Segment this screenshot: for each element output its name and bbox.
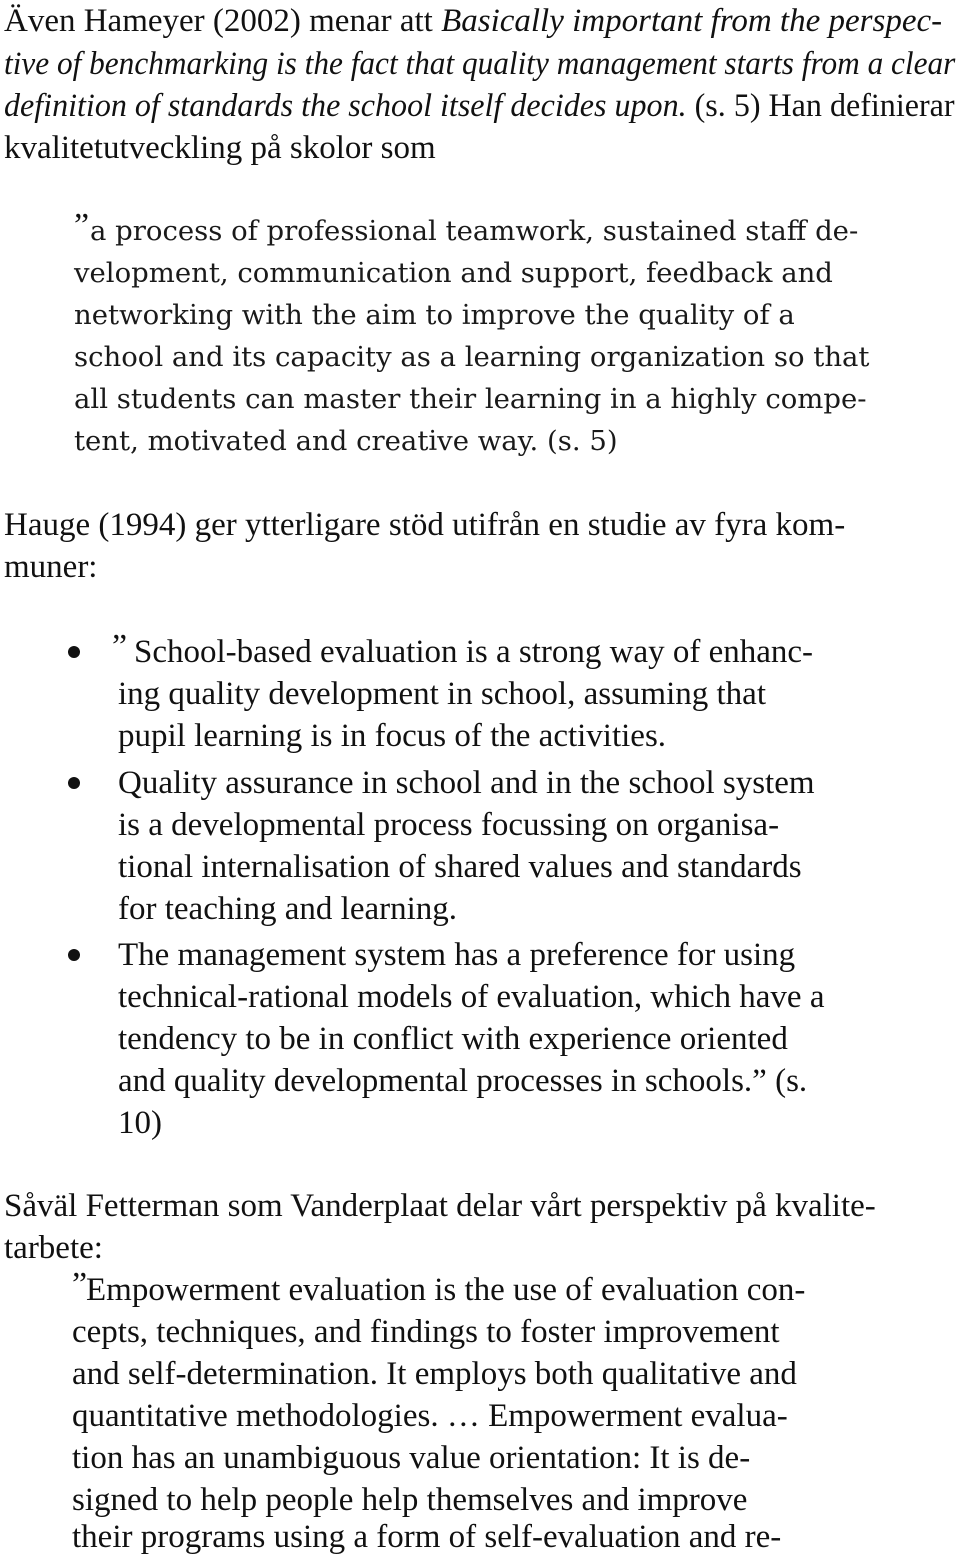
opening-quote-mark: ” bbox=[74, 207, 90, 244]
quote-line: signed to help people help themselves and improve bbox=[72, 1482, 748, 1518]
list-item-line: The management system has a preference for using bbox=[118, 937, 796, 973]
list-item-line: pupil learning is in focus of the activities. bbox=[118, 718, 667, 754]
quote-line: Empowerment evaluation is the use of evaluation con- bbox=[86, 1272, 806, 1308]
quote-line: cepts, techniques, and findings to foster improvement bbox=[72, 1314, 780, 1350]
quote-line: all students can master their learning in a highly compe- bbox=[74, 383, 867, 415]
list-item-line: is a developmental process focussing on organisa- bbox=[118, 807, 780, 843]
quote-line: velopment, communication and support, feedback and bbox=[74, 257, 833, 289]
list-item-line: tendency to be in conflict with experience oriented bbox=[118, 1021, 788, 1057]
list-item-line: and quality developmental processes in schools.” (s. bbox=[118, 1063, 808, 1099]
opening-quote-mark: ” bbox=[72, 1266, 88, 1303]
list-item-line: School-based evaluation is a strong way of enhanc- bbox=[134, 634, 814, 670]
italic-quote-line: tive of benchmarking is the fact that quality management starts from a clear bbox=[4, 46, 956, 82]
italic-quote: definition of standards the school itself decides upon. bbox=[4, 88, 687, 124]
text-run: Även Hameyer (2002) menar att bbox=[4, 3, 442, 39]
quote-line: tent, motivated and creative way. (s. 5) bbox=[74, 425, 618, 457]
list-item-line: for teaching and learning. bbox=[118, 891, 458, 927]
quote-line: a process of professional teamwork, sustained staff de- bbox=[90, 215, 859, 247]
list-item-line: ing quality development in school, assuming that bbox=[118, 676, 766, 712]
bullet-icon bbox=[68, 646, 80, 658]
bullet-icon bbox=[68, 777, 80, 789]
opening-quote-mark: ” bbox=[112, 628, 128, 665]
quote-line: their programs using a form of self-evaluation and re- bbox=[72, 1519, 782, 1555]
text-line: Såväl Fetterman som Vanderplaat delar vårt perspektiv på kvalite- bbox=[4, 1188, 876, 1224]
text-line: Hauge (1994) ger ytterligare stöd utifrån en studie av fyra kom- bbox=[4, 507, 846, 543]
italic-quote: Basically important from the perspec- bbox=[441, 3, 943, 39]
bullet-icon bbox=[68, 949, 80, 961]
citation-text: (s. 5) Han definierar bbox=[686, 88, 955, 124]
text-line: kvalitetutveckling på skolor som bbox=[4, 130, 436, 166]
text-line bbox=[4, 0, 942, 42]
text-line: tarbete: bbox=[4, 1230, 103, 1266]
list-item-line: 10) bbox=[118, 1105, 162, 1141]
quote-line: quantitative methodologies. … Empowerment evalua- bbox=[72, 1398, 788, 1434]
text-line bbox=[4, 85, 955, 127]
quote-line: tion has an unambiguous value orientation: It is de- bbox=[72, 1440, 751, 1476]
list-item-line: Quality assurance in school and in the school system bbox=[118, 765, 815, 801]
list-item-line: technical-rational models of evaluation, which have a bbox=[118, 979, 825, 1015]
quote-line: and self-determination. It employs both qualitative and bbox=[72, 1356, 797, 1392]
list-item-line: tional internalisation of shared values and standards bbox=[118, 849, 802, 885]
text-line: muner: bbox=[4, 549, 98, 585]
quote-line: networking with the aim to improve the quality of a bbox=[74, 299, 795, 331]
quote-line: school and its capacity as a learning organization so that bbox=[74, 341, 870, 373]
